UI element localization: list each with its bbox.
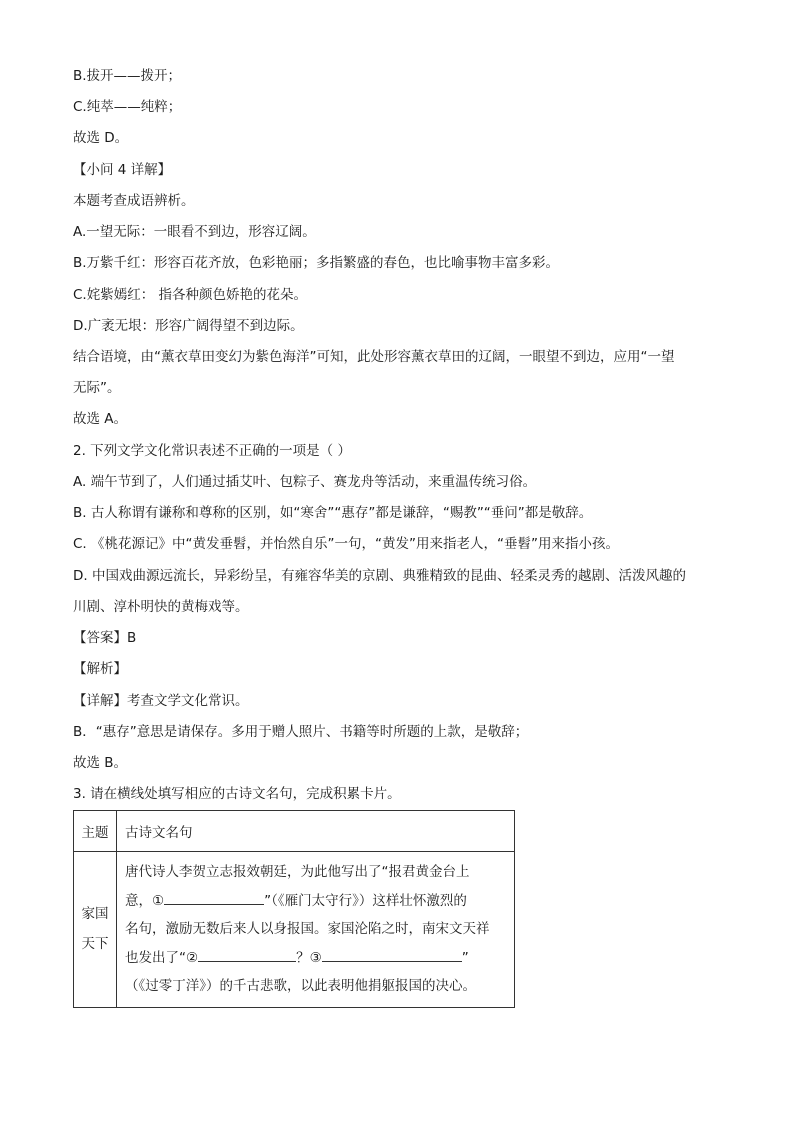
option-b: B. 古人称谓有谦称和尊称的区别，如“寒舍”“惠存”都是谦辞，“赐教”“垂问”都是敬辞。 [73, 505, 593, 521]
header-poem: 古诗文名句 [117, 811, 515, 852]
topic-line: 家国 [81, 906, 109, 923]
text-line: C.姹紫嫣红： 指各种颜色娇艳的花朵。 [73, 287, 308, 303]
topic-line: 天下 [81, 936, 109, 953]
fill-blank-3[interactable] [322, 947, 462, 962]
text-line: 结合语境，由“薰衣草田变幻为紫色海洋”可知，此处形容薰衣草田的辽阔，一眼望不到边，应用“一望 [73, 349, 675, 365]
question-title: 2. 下列文学文化常识表述不正确的一项是（ ） [73, 443, 351, 459]
option-c: C. 《桃花源记》中“黄发垂髫，并怡然自乐”一句，“黄发”用来指老人，“垂髫”用来指小孩。 [73, 536, 619, 552]
content-line: 意，① ”（《雁门太守行》）这样壮怀激烈的 [125, 887, 506, 916]
content-line: 也发出了“② ？③ ” [125, 944, 506, 973]
option-d-cont: 川剧、淳朴明快的黄梅戏等。 [73, 599, 249, 615]
content-line: 唐代诗人李贺立志报效朝廷，为此他写出了“报君黄金台上 [125, 864, 470, 880]
section-heading: 【小问 4 详解】 [73, 162, 172, 178]
text-line: B．“惠存”意思是请保存。多用于赠人照片、书籍等时所题的上款，是敬辞； [73, 724, 529, 740]
content-line: 名句，激励无数后来人以身报国。家国沦陷之时，南宋文天祥 [125, 921, 490, 937]
question-title: 3. 请在横线处填写相应的古诗文名句，完成积累卡片。 [73, 786, 401, 802]
text-line: 故选 A。 [73, 411, 128, 427]
option-d: D. 中国戏曲源远流长，异彩纷呈，有雍容华美的京剧、典雅精致的昆曲、轻柔灵秀的越剧、活泼风趣的 [73, 568, 686, 584]
text-line: 无际”。 [73, 380, 121, 396]
text-line: 故选 D。 [73, 130, 129, 146]
text-line: D.广袤无垠：形容广阔得望不到边际。 [73, 318, 304, 334]
accumulation-card-table [73, 810, 515, 1008]
option-a: A. 端午节到了，人们通过插艾叶、包粽子、赛龙舟等活动，来重温传统习俗。 [73, 474, 537, 490]
text-line: B.拔开——拨开； [73, 68, 182, 84]
header-topic: 主题 [74, 811, 117, 852]
analysis-label: 【解析】 [73, 661, 127, 677]
text-line: A.一望无际：一眼看不到边，形容辽阔。 [73, 224, 316, 240]
topic-cell [74, 852, 117, 1008]
fill-blank-2[interactable] [198, 947, 296, 962]
table-row [74, 852, 515, 1008]
content-line: （《过零丁洋》）的千古悲歌，以此表明他捐躯报国的决心。 [125, 978, 476, 994]
text-line: 本题考查成语辨析。 [73, 193, 195, 209]
text-line: C.纯萃——纯粹； [73, 99, 182, 115]
fill-blank-1[interactable] [164, 890, 264, 905]
detail-label: 【详解】考查文学文化常识。 [73, 693, 249, 709]
table-header-row [74, 811, 515, 852]
text-line: B.万紫千红：形容百花齐放，色彩艳丽；多指繁盛的春色，也比喻事物丰富多彩。 [73, 255, 560, 271]
answer-label: 【答案】B [73, 630, 137, 646]
content-cell [117, 852, 515, 1008]
text-line: 故选 B。 [73, 755, 128, 771]
